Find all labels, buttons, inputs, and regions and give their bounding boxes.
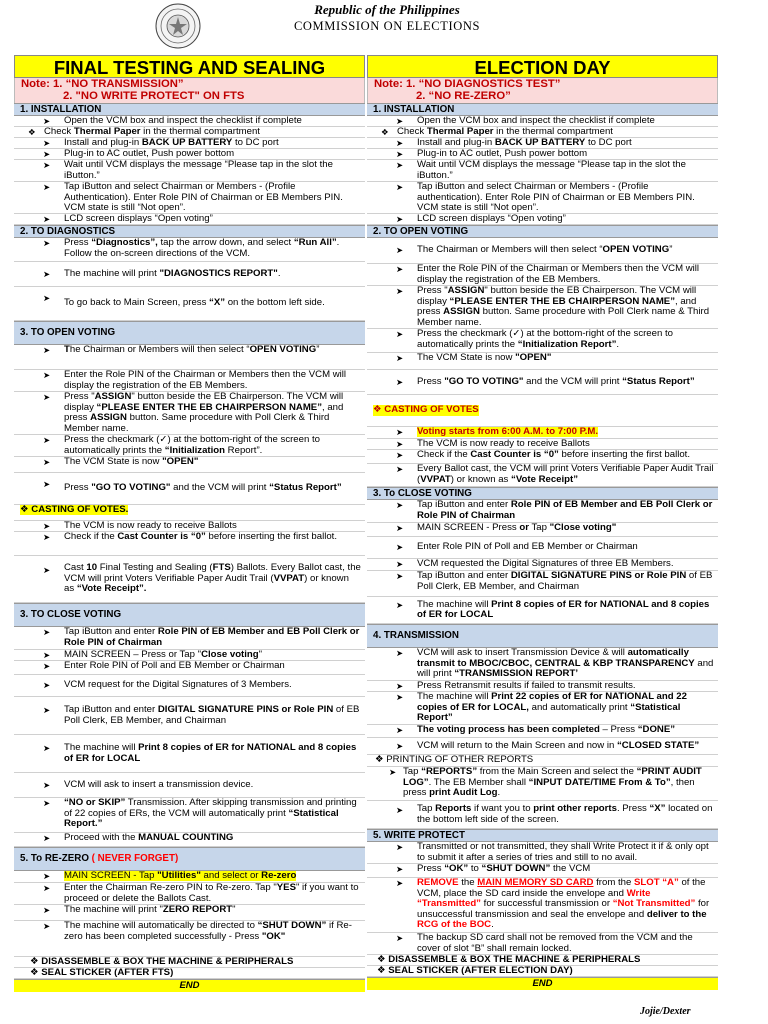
arrow-bullet-icon: ➤ <box>396 182 404 192</box>
arrow-bullet-icon: ➤ <box>43 532 51 542</box>
arrow-bullet-icon: ➤ <box>396 600 404 610</box>
note-line: Note: 1. “NO DIAGNOSTICS TEST” <box>374 78 561 90</box>
arrow-bullet-icon: ➤ <box>43 370 51 380</box>
step-item: ➤ Press "ASSIGN" button beside the EB Chairperson. The VCM will display “PLEASE ENTER THE EB CHAIRPERSON NAME”, and press ASSIGN button. Same procedure with Poll Clerk & Third Member name. <box>14 392 365 435</box>
step-item: ➤ Press “OK” to “SHUT DOWN” the VCM <box>367 864 718 878</box>
arrow-bullet-icon: ➤ <box>396 160 404 170</box>
section-heading-open-voting: 2. TO OPEN VOTING <box>367 225 718 238</box>
step-item: ➤ MAIN SCREEN - Tap "Utilities" and select or Re-zero <box>14 871 365 883</box>
arrow-bullet-icon: ➤ <box>396 571 404 581</box>
arrow-bullet-icon: ➤ <box>396 542 404 552</box>
final-testing-column <box>14 55 365 992</box>
step-item: ➤ VCM will return to the Main Screen and now in “CLOSED STATE” <box>367 738 718 755</box>
arrow-bullet-icon: ➤ <box>396 805 404 815</box>
step-item: ➤ The machine will automatically be directed to “SHUT DOWN” if Re-zero has been completed successfully - Press "OK" <box>14 921 365 957</box>
step-item: ➤ Press "ASSIGN" button beside the EB Chairperson. The VCM will display “PLEASE ENTER THE EB CHAIRPERSON NAME”, and press ASSIGN button. Same procedure with Poll Clerk name & Third Member name. <box>367 286 718 329</box>
arrow-bullet-icon: ➤ <box>43 116 51 126</box>
step-item: ➤ “NO or SKIP” Transmission. After skipping transmission and printing of 22 copies of ERs, the VCM will automatically print “Statistical Report.” <box>14 798 365 833</box>
arrow-bullet-icon: ➤ <box>43 661 51 671</box>
step-item: ➤ The machine will Print 22 copies of ER for NATIONAL and 22 copies of ER for LOCAL, and automatically print “Statistical Report” <box>367 692 718 725</box>
arrow-bullet-icon: ➤ <box>396 741 404 751</box>
final-step: ❖ DISASSEMBLE & BOX THE MACHINE & PERIPHERALS <box>367 955 718 966</box>
arrow-bullet-icon: ➤ <box>43 479 51 489</box>
step-item: ➤ Tap iButton and select Chairman or Members - (Profile Authentication). Enter Role PIN of Chairman or EB Members PIN. VCM state is still “Not open”. <box>14 182 365 214</box>
step-item: ➤ Press the checkmark (✓) at the bottom-right of the screen to automatically prints the “Initialization Report”. <box>14 435 365 457</box>
arrow-bullet-icon: ➤ <box>43 345 51 355</box>
step-item: ➤ LCD screen displays “Open voting” <box>367 214 718 225</box>
arrow-bullet-icon: ➤ <box>43 883 51 893</box>
note-line: Note: 1. “NO TRANSMISSION” <box>21 78 184 90</box>
arrow-bullet-icon: ➤ <box>396 692 404 702</box>
arrow-bullet-icon: ➤ <box>43 905 51 915</box>
step-item: ➤ Tap iButton and enter DIGITAL SIGNATURE PINS or Role PIN of EB Poll Clerk, EB Member, and Chairman <box>367 571 718 597</box>
step-item: ➤ VCM requested the Digital Signatures of three EB Members. <box>367 559 718 571</box>
arrow-bullet-icon: ➤ <box>396 439 404 449</box>
section-heading-diagnostics: 2. TO DIAGNOSTICS <box>14 225 365 238</box>
arrow-bullet-icon: ➤ <box>43 798 51 808</box>
step-item: ➤ Install and plug-in BACK UP BATTERY to DC port <box>14 138 365 149</box>
final-step: ❖ SEAL STICKER (AFTER ELECTION DAY) <box>367 966 718 977</box>
section-heading-transmission: 4. TRANSMISSION <box>367 624 718 648</box>
arrow-bullet-icon: ➤ <box>396 149 404 159</box>
step-item: ➤ Tap “REPORTS” from the Main Screen and select the “PRINT AUDIT LOG”. The EB Member shall “INPUT DATE/TIME From & To”, then press print Audit Log. <box>367 767 718 801</box>
step-item: ➤ Install and plug-in BACK UP BATTERY to DC port <box>367 138 718 149</box>
step-item: ➤ MAIN SCREEN – Press or Tap "Close voting" <box>14 650 365 661</box>
step-item: ➤ Enter Role PIN of Poll and EB Member or Chairman <box>367 537 718 559</box>
diamond-bullet-icon: ❖ <box>28 127 36 137</box>
step-item: ➤ Enter Role PIN of Poll and EB Member or Chairman <box>14 661 365 675</box>
step-item: ➤ Press "GO TO VOTING" and the VCM will print “Status Report” <box>14 473 365 505</box>
step-item: ➤ Enter the Chairman Re-zero PIN to Re-zero. Tap "YES" if you want to proceed or delete the Ballots Cast. <box>14 883 365 905</box>
step-item: ➤ Tap iButton and enter Role PIN of EB Member and EB Poll Clerk or Role PIN of Chairman <box>367 500 718 523</box>
arrow-bullet-icon: ➤ <box>43 705 51 715</box>
step-item: ➤ Press “Diagnostics”, tap the arrow down, and select “Run All”. Follow the on-screen directions of the VCM. <box>14 238 365 262</box>
arrow-bullet-icon: ➤ <box>43 565 51 575</box>
section-heading-close-voting: 3. To CLOSE VOTING <box>367 487 718 500</box>
comelec-seal-logo <box>155 3 201 49</box>
step-item: ➤ Every Ballot cast, the VCM will print Voters Verifiable Paper Audit Trail (VVPAT) or known as “Vote Receipt” <box>367 464 718 487</box>
section-heading-open-voting: 3. TO OPEN VOTING <box>14 321 365 345</box>
arrow-bullet-icon: ➤ <box>43 521 51 531</box>
section-heading-write-protect: 5. WRITE PROTECT <box>367 829 718 842</box>
end-marker: END <box>367 977 718 990</box>
arrow-bullet-icon: ➤ <box>43 293 51 303</box>
arrow-bullet-icon: ➤ <box>43 214 51 224</box>
step-item: ➤ Tap iButton and enter DIGITAL SIGNATURE PINS or Role PIN of EB Poll Clerk, EB Member, and Chairman <box>14 697 365 735</box>
arrow-bullet-icon: ➤ <box>396 842 404 852</box>
page-header <box>0 0 768 52</box>
step-item: ➤ To go back to Main Screen, press “X” on the bottom left side. <box>14 287 365 321</box>
note-line: 2. “NO RE-ZERO” <box>416 89 511 102</box>
step-item: ➤ The VCM is now ready to receive Ballots <box>14 521 365 532</box>
arrow-bullet-icon: ➤ <box>396 245 404 255</box>
arrow-bullet-icon: ➤ <box>396 725 404 735</box>
arrow-bullet-icon: ➤ <box>43 238 51 248</box>
arrow-bullet-icon: ➤ <box>396 648 404 658</box>
arrow-bullet-icon: ➤ <box>396 264 404 274</box>
arrow-bullet-icon: ➤ <box>396 138 404 148</box>
step-item: ➤ VCM will ask to insert a transmission device. <box>14 773 365 798</box>
end-marker: END <box>14 979 365 992</box>
arrow-bullet-icon: ➤ <box>396 286 404 296</box>
arrow-bullet-icon: ➤ <box>43 457 51 467</box>
step-item: ➤ Enter the Role PIN of the Chairman or Members then the VCM will display the registration of the EB Members. <box>14 370 365 392</box>
step-item: ➤ The machine will print "ZERO REPORT" <box>14 905 365 921</box>
step-item: ➤ MAIN SCREEN - Press or Tap "Close voting" <box>367 523 718 537</box>
arrow-bullet-icon: ➤ <box>389 767 397 777</box>
section-heading-installation: 1. INSTALLATION <box>367 103 718 116</box>
note-line: 2. "NO WRITE PROTECT" ON FTS <box>63 89 245 102</box>
notes-block <box>14 78 365 103</box>
section-heading-installation: 1. INSTALLATION <box>14 103 365 116</box>
step-item: ❖ Check Thermal Paper in the thermal compartment <box>367 127 718 138</box>
step-item: ➤ Check if the Cast Counter is “0” before inserting the first ballot. <box>367 450 718 464</box>
arrow-bullet-icon: ➤ <box>43 921 51 931</box>
arrow-bullet-icon: ➤ <box>43 149 51 159</box>
arrow-bullet-icon: ➤ <box>43 650 51 660</box>
step-item: ➤ Tap iButton and enter Role PIN of EB Member and EB Poll Clerk or Role PIN of Chairman <box>14 627 365 650</box>
column-title: ELECTION DAY <box>367 55 718 78</box>
step-item: ➤ Transmitted or not transmitted, they shall Write Protect it if & only opt to submit it after a series of tries and still to no avail. <box>367 842 718 864</box>
step-item: ➤ Open the VCM box and inspect the checklist if complete <box>367 116 718 127</box>
step-item: ➤ The machine will print "DIAGNOSTICS REPORT". <box>14 262 365 287</box>
arrow-bullet-icon: ➤ <box>43 743 51 753</box>
arrow-bullet-icon: ➤ <box>43 871 51 881</box>
step-item: ➤ REMOVE the MAIN MEMORY SD CARD from the SLOT “A” of the VCM, place the SD card inside the envelope and Write “Transmitted” for successful transmission or “Not Transmitted” for unsuccessful transmission and seal the envelope and deliver to the RCG of the BOC. <box>367 878 718 933</box>
section-heading-close-voting: 3. TO CLOSE VOTING <box>14 603 365 627</box>
step-item: ➤ Press the checkmark (✓) at the bottom-right of the screen to automatically prints the “Initialization Report”. <box>367 329 718 353</box>
step-item: ➤ The VCM State is now "OPEN" <box>367 353 718 370</box>
step-item: ➤ Press Retransmit results if failed to transmit results. <box>367 681 718 692</box>
arrow-bullet-icon: ➤ <box>396 214 404 224</box>
election-day-column <box>367 55 718 990</box>
arrow-bullet-icon: ➤ <box>396 523 404 533</box>
step-item: ➤ The Chairman or Members will then select “OPEN VOTING” <box>14 345 365 370</box>
arrow-bullet-icon: ➤ <box>396 878 404 888</box>
arrow-bullet-icon: ➤ <box>396 377 404 387</box>
notes-block <box>367 78 718 103</box>
section-heading-re-zero: 5. To RE-ZERO ( NEVER FORGET) <box>14 847 365 871</box>
arrow-bullet-icon: ➤ <box>43 160 51 170</box>
casting-heading: ❖ CASTING OF VOTES <box>367 395 718 427</box>
arrow-bullet-icon: ➤ <box>396 353 404 363</box>
step-item: ➤ The VCM State is now "OPEN" <box>14 457 365 473</box>
arrow-bullet-icon: ➤ <box>396 329 404 339</box>
step-item: ➤ Open the VCM box and inspect the checklist if complete <box>14 116 365 127</box>
arrow-bullet-icon: ➤ <box>396 681 404 691</box>
arrow-bullet-icon: ➤ <box>43 780 51 790</box>
commission-heading: COMMISSION ON ELECTIONS <box>293 19 481 33</box>
step-item: ➤ Voting starts from 6:00 A.M. to 7:00 P.M. <box>367 427 718 439</box>
step-item: ➤ Press "GO TO VOTING" and the VCM will print “Status Report” <box>367 370 718 395</box>
arrow-bullet-icon: ➤ <box>396 933 404 943</box>
step-item: ➤ VCM will ask to insert Transmission Device & will automatically transmit to MBOC/CBOC, CENTRAL & KBP TRANSPARENCY and will print “TRANSMISSION REPORT’ <box>367 648 718 681</box>
step-item: ➤ VCM request for the Digital Signatures of 3 Members. <box>14 675 365 697</box>
step-item: ➤ Plug-in to AC outlet, Push power bottom <box>367 149 718 160</box>
final-step: ❖ DISASSEMBLE & BOX THE MACHINE & PERIPHERALS <box>14 957 365 968</box>
diamond-bullet-icon: ❖ <box>381 127 389 137</box>
arrow-bullet-icon: ➤ <box>396 500 404 510</box>
step-item: ➤ The machine will Print 8 copies of ER for NATIONAL and 8 copies of ER for LOCAL <box>14 735 365 773</box>
arrow-bullet-icon: ➤ <box>43 392 51 402</box>
step-item: ➤ Cast 10 Final Testing and Sealing (FTS) Ballots. Every Ballot cast, the VCM will print Voters Verifiable Paper Audit Trail (VVPAT) or known as “Vote Receipt”. <box>14 556 365 603</box>
arrow-bullet-icon: ➤ <box>43 833 51 843</box>
step-item: ➤ Enter the Role PIN of the Chairman or Members then the VCM will display the registration of the EB Members. <box>367 264 718 286</box>
republic-heading: Republic of the Philippines <box>314 2 460 17</box>
step-item: ➤ Tap iButton and select Chairman or Members - (Profile authentication). Enter Role PIN of Chairman or EB Members PIN. VCM state is still “Not open”. <box>367 182 718 214</box>
step-item: ➤ The machine will Print 8 copies of ER for NATIONAL and 8 copies of ER for LOCAL <box>367 597 718 624</box>
arrow-bullet-icon: ➤ <box>396 864 404 874</box>
arrow-bullet-icon: ➤ <box>43 627 51 637</box>
arrow-bullet-icon: ➤ <box>43 269 51 279</box>
step-item: ➤ LCD screen displays “Open voting” <box>14 214 365 225</box>
column-title: FINAL TESTING AND SEALING <box>14 55 365 78</box>
step-item: ➤ Wait until VCM displays the message “Please tap in the slot the iButton.” <box>367 160 718 182</box>
arrow-bullet-icon: ➤ <box>43 435 51 445</box>
step-item: ➤ Wait until VCM displays the message “Please tap in the slot the iButton.” <box>14 160 365 182</box>
step-item: ➤ Proceed with the MANUAL COUNTING <box>14 833 365 847</box>
arrow-bullet-icon: ➤ <box>396 427 404 437</box>
step-item: ➤ Tap Reports if want you to print other reports. Press “X” located on the bottom left side of the screen. <box>367 801 718 829</box>
step-item: ➤ The voting process has been completed – Press “DONE” <box>367 725 718 738</box>
arrow-bullet-icon: ➤ <box>43 138 51 148</box>
step-item: ➤ The VCM is now ready to receive Ballots <box>367 439 718 450</box>
step-item: ➤ The backup SD card shall not be removed from the VCM and the cover of slot “B” shall remain locked. <box>367 933 718 955</box>
final-step: ❖ SEAL STICKER (AFTER FTS) <box>14 968 365 979</box>
step-item: ❖ Check Thermal Paper in the thermal compartment <box>14 127 365 138</box>
casting-heading: ❖ CASTING OF VOTES. <box>14 505 365 521</box>
arrow-bullet-icon: ➤ <box>396 464 404 474</box>
step-item: ➤ The Chairman or Members will then select “OPEN VOTING” <box>367 238 718 264</box>
arrow-bullet-icon: ➤ <box>396 559 404 569</box>
step-item: ➤ Plug-in to AC outlet, Push power bottom <box>14 149 365 160</box>
arrow-bullet-icon: ➤ <box>43 182 51 192</box>
step-item: ➤ Check if the Cast Counter is “0” before inserting the first ballot. <box>14 532 365 556</box>
arrow-bullet-icon: ➤ <box>396 116 404 126</box>
arrow-bullet-icon: ➤ <box>43 680 51 690</box>
author-signature: Jojie/Dexter <box>640 1006 691 1017</box>
arrow-bullet-icon: ➤ <box>396 450 404 460</box>
printing-heading: ❖ PRINTING OF OTHER REPORTS <box>367 755 718 767</box>
